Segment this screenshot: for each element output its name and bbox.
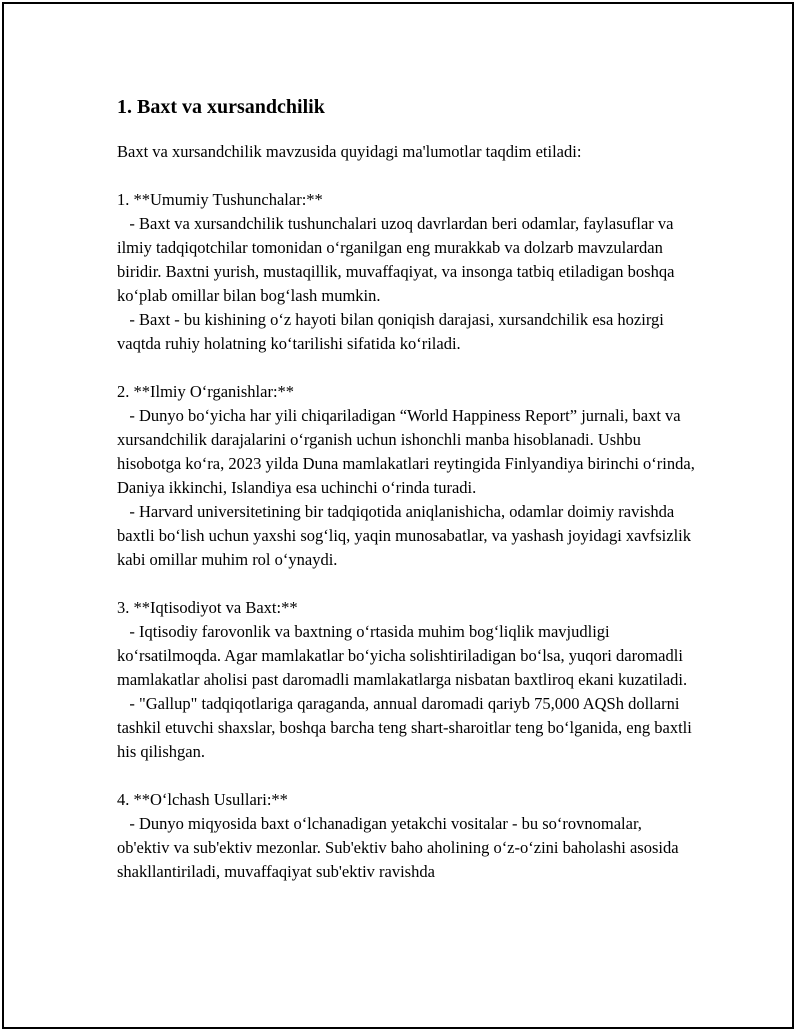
section-heading: 3. **Iqtisodiyot va Baxt:** (117, 598, 298, 617)
section-measurement-methods (117, 788, 697, 884)
section-heading: 1. **Umumiy Tushunchalar:** (117, 190, 323, 209)
paragraph: - Baxt - bu kishining o‘z hayoti bilan qoniqish darajasi, xursandchilik esa hozirgi vaqtda ruhiy holatning ko‘tarilishi sifatida ko‘riladi. (117, 310, 668, 353)
paragraph: - "Gallup" tadqiqotlariga qaraganda, annual daromadi qariyb 75,000 AQSh dollarni tashkil etuvchi shaxslar, boshqa barcha teng shart-sharoitlar teng bo‘lganida, eng baxtli his qilishgan. (117, 694, 696, 761)
section-heading: 2. **Ilmiy O‘rganishlar:** (117, 382, 295, 401)
paragraph: - Harvard universitetining bir tadqiqotida aniqlanishicha, odamlar doimiy ravishda baxtli bo‘lish uchun yaxshi sog‘liq, yaqin munosabatlar, va yashash joyidagi xavfsizlik kabi omillar muhim rol o‘ynaydi. (117, 502, 696, 569)
section-general-concepts (117, 188, 697, 356)
paragraph: - Iqtisodiy farovonlik va baxtning o‘rtasida muhim bog‘liqlik mavjudligi ko‘rsatilmoqda. Agar mamlakatlar bo‘yicha solishtiriladigan bo‘lsa, yuqori daromadli mamlakatlar aholisi past daromadli mamlakatlarga nisbatan baxtliroq ekani kuzatiladi. (117, 622, 688, 689)
paragraph: - Dunyo miqyosida baxt o‘lchanadigan yetakchi vositalar - bu so‘rovnomalar, ob'ektiv va sub'ektiv mezonlar. Sub'ektiv baho aholining o‘z-o‘zini baholashi asosida shakllantiriladi, muvaffaqiyat sub'ektiv ravishda (117, 814, 683, 881)
intro-paragraph: Baxt va xursandchilik mavzusida quyidagi ma'lumotlar taqdim etiladi: (117, 142, 582, 161)
paragraph: - Dunyo bo‘yicha har yili chiqariladigan “World Happiness Report” jurnali, baxt va xursandchilik darajalarini o‘rganish uchun ishonchli manba hisoblanadi. Ushbu hisobotga ko‘ra, 2023 yilda Duna mamlakatlari reytingida Finlyandiya birinchi o‘rinda, Daniya ikkinchi, Islandiya esa uchinchi o‘rinda turadi. (117, 406, 699, 497)
section-heading: 4. **O‘lchash Usullari:** (117, 790, 288, 809)
document-body (117, 94, 697, 908)
section-economy-and-happiness (117, 596, 697, 764)
paragraph: - Baxt va xursandchilik tushunchalari uzoq davrlardan beri odamlar, faylasuflar va ilmiy tadqiqotchilar tomonidan o‘rganilgan eng murakkab va dolzarb mavzulardan biridir. Baxtni yurish, mustaqillik, muvaffaqiyat, va insonga tatbiq etiladigan boshqa ko‘plab omillar bilan bog‘lash mumkin. (117, 214, 679, 305)
section-scientific-studies (117, 380, 697, 572)
document-title: 1. Baxt va xursandchilik (117, 96, 325, 118)
